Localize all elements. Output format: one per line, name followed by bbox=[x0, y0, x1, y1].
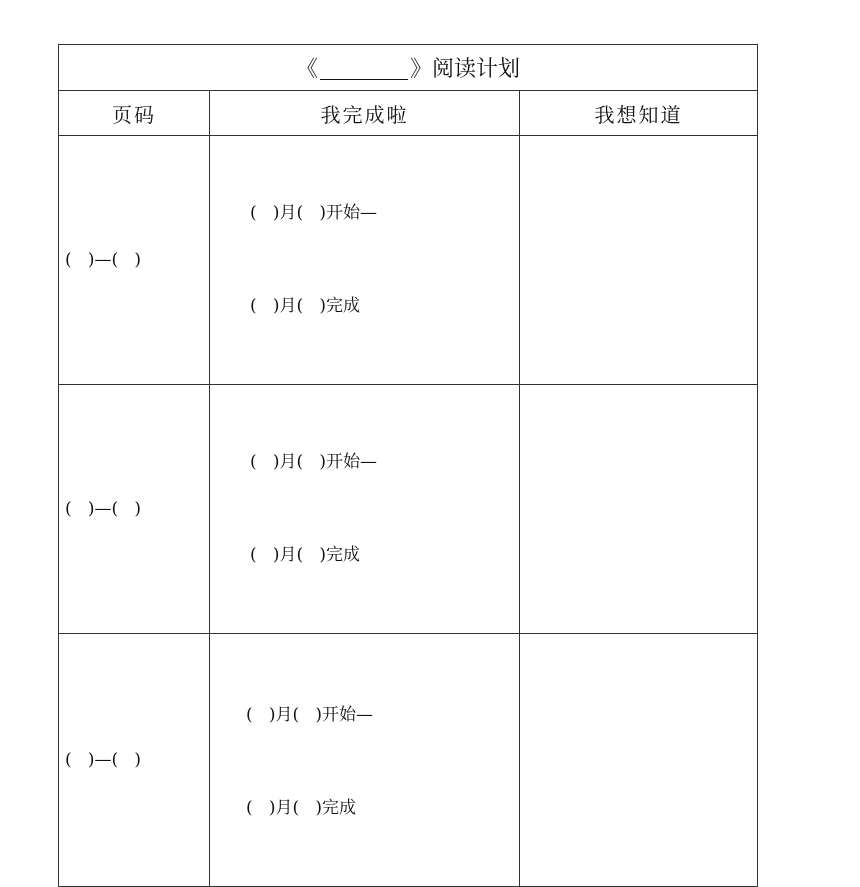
pages-range[interactable]: ( )—( ) bbox=[59, 136, 210, 385]
table-row bbox=[59, 385, 758, 634]
dates-block bbox=[250, 385, 519, 633]
start-date-line: ( )月( )开始— bbox=[246, 705, 373, 725]
table-title bbox=[59, 45, 758, 91]
book-title-blank[interactable] bbox=[320, 59, 408, 80]
header-completed: 我完成啦 bbox=[210, 91, 520, 136]
dates-block bbox=[250, 136, 519, 384]
pages-range[interactable]: ( )—( ) bbox=[59, 385, 210, 634]
end-date-line: ( )月( )完成 bbox=[250, 545, 360, 565]
header-want-to-know: 我想知道 bbox=[520, 91, 758, 136]
pages-range[interactable]: ( )—( ) bbox=[59, 634, 210, 887]
dates-cell[interactable] bbox=[210, 136, 520, 385]
end-date-line: ( )月( )完成 bbox=[250, 296, 360, 316]
reading-plan-table bbox=[58, 44, 758, 887]
dates-cell[interactable] bbox=[210, 634, 520, 887]
start-date-line: ( )月( )开始— bbox=[250, 452, 377, 472]
want-to-know-cell[interactable] bbox=[520, 634, 758, 887]
start-date-line: ( )月( )开始— bbox=[250, 203, 377, 223]
title-open-bracket: 《 bbox=[296, 57, 319, 82]
dates-block bbox=[246, 634, 519, 886]
header-pages: 页码 bbox=[59, 91, 210, 136]
want-to-know-cell[interactable] bbox=[520, 136, 758, 385]
table-row bbox=[59, 634, 758, 887]
dates-cell[interactable] bbox=[210, 385, 520, 634]
end-date-line: ( )月( )完成 bbox=[246, 798, 356, 818]
want-to-know-cell[interactable] bbox=[520, 385, 758, 634]
table-row bbox=[59, 136, 758, 385]
title-text: 》阅读计划 bbox=[410, 57, 521, 82]
